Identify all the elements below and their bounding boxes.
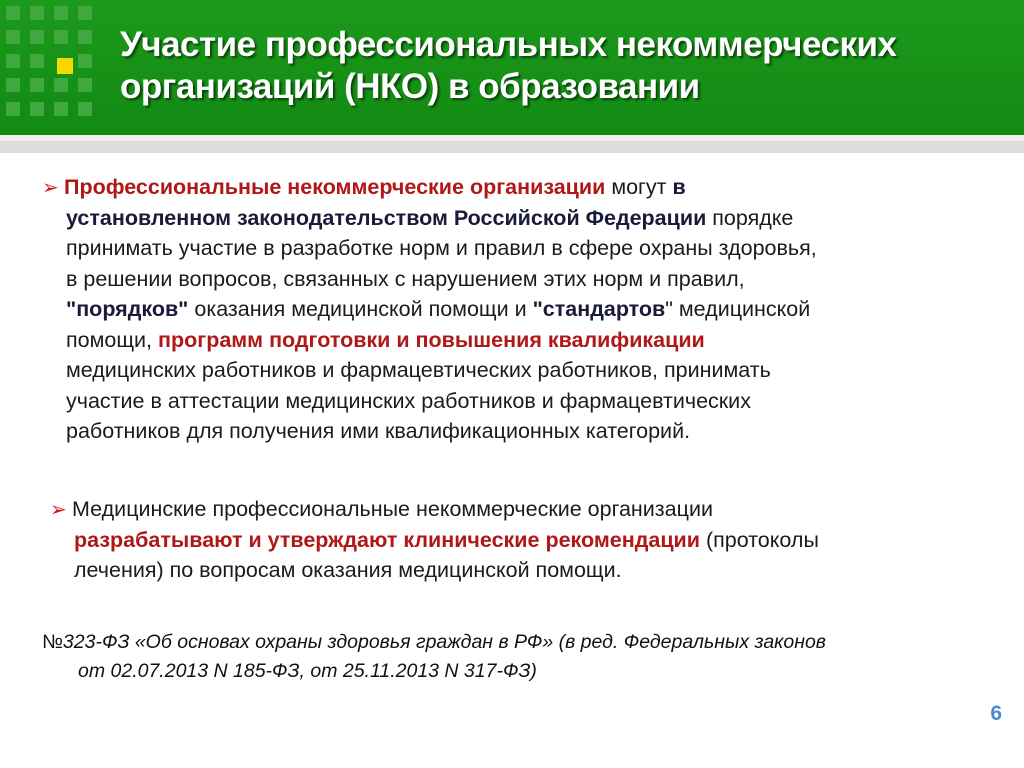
- decorative-square-grid: [0, 0, 112, 135]
- highlight-standartov: "стандартов: [532, 297, 666, 321]
- yellow-accent-square: [57, 58, 73, 74]
- title-line-1: Участие профессиональных некоммерческих: [120, 25, 897, 64]
- text: порядке: [706, 205, 794, 230]
- text-line: медицинских работников и фармацевтических работников, принимать: [66, 358, 771, 382]
- highlight-programs: программ подготовки и повышения квалификации: [157, 327, 705, 352]
- highlight-recommendations: разрабатывают и утверждают клинические рекомендации: [74, 527, 700, 552]
- text: помощи,: [66, 327, 158, 352]
- citation-line-1: 323-ФЗ «Об основах охраны здоровья граждан в РФ» (в ред. Федеральных законов: [62, 631, 826, 653]
- header-divider: [0, 135, 1024, 153]
- highlight-nko: Профессиональные некоммерческие организации: [64, 175, 606, 199]
- text-line: принимать участие в разработке норм и правил в сфере охраны здоровья,: [66, 236, 817, 260]
- bullet-paragraph-2: [50, 494, 970, 586]
- highlight-poryadkov: "порядков": [66, 297, 189, 321]
- arrowhead-bullet-icon: ➢: [42, 175, 59, 199]
- text: " медицинской: [665, 297, 811, 321]
- highlight-law: установленном законодательством Российской Федерации: [66, 205, 707, 230]
- text-line: участие в аттестации медицинских работников и фармацевтических: [66, 388, 751, 413]
- law-citation: [42, 628, 1002, 686]
- text: могут: [605, 175, 673, 199]
- highlight-text: в: [672, 175, 686, 199]
- title-line-2: организаций (НКО) в образовании: [120, 67, 700, 106]
- text: Медицинские профессиональные некоммерческие организации: [72, 497, 713, 521]
- text-line: лечения) по вопросам оказания медицинской помощи.: [74, 558, 622, 582]
- bullet-paragraph-1: [42, 172, 972, 447]
- page-number: 6: [990, 702, 1002, 725]
- citation-line-2: от 02.07.2013 N 185-ФЗ, от 25.11.2013 N 317-ФЗ): [78, 660, 537, 682]
- text-line: в решении вопросов, связанных с нарушением этих норм и правил,: [66, 266, 745, 291]
- text: оказания медицинской помощи и: [188, 297, 533, 321]
- text-line: работников для получения ими квалификационных категорий.: [66, 419, 691, 443]
- number-sign: №: [42, 631, 63, 653]
- slide-title: [120, 24, 1000, 108]
- text: (протоколы: [699, 527, 819, 552]
- title-bar: [0, 0, 1024, 135]
- arrowhead-bullet-icon: ➢: [50, 497, 67, 521]
